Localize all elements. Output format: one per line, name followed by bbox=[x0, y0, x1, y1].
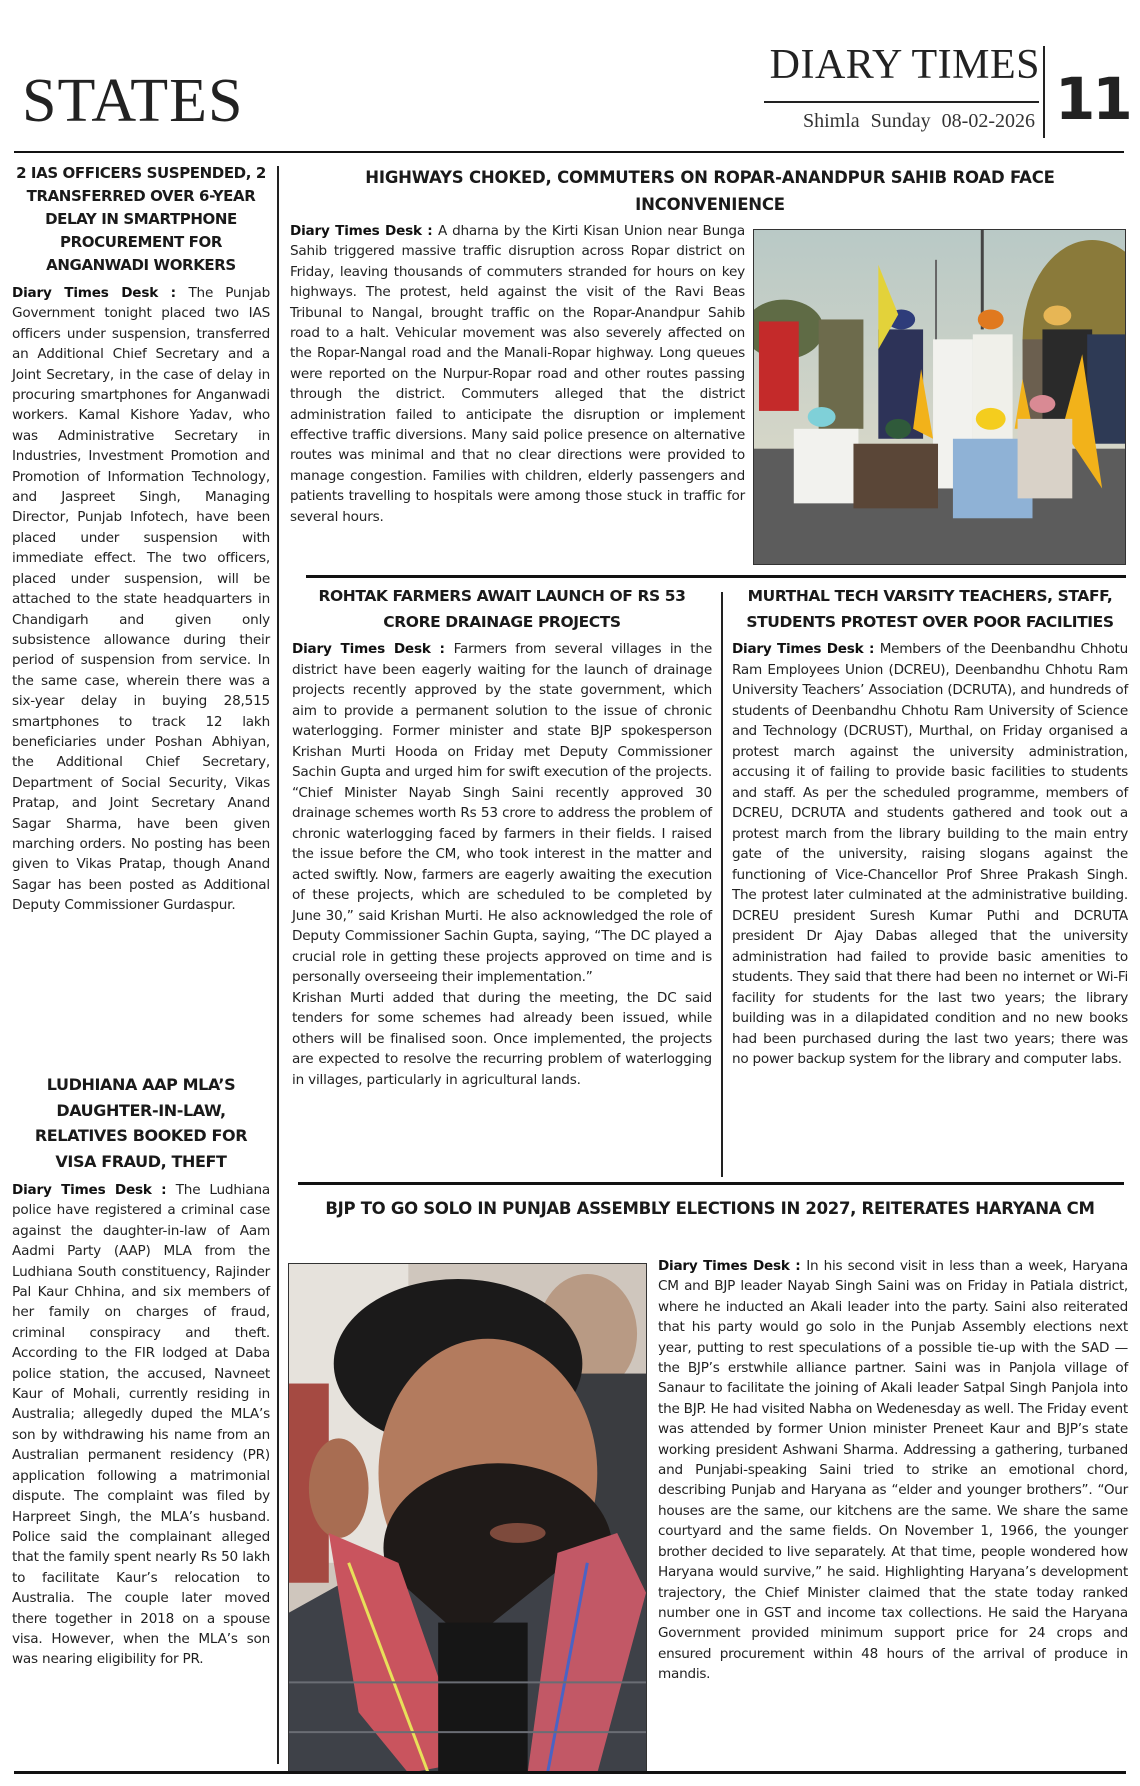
article-byline: Diary Times Desk : bbox=[292, 641, 454, 657]
protest-photo bbox=[753, 229, 1126, 565]
article-body-text: In his second visit in less than a week, Haryana CM and BJP leader Nayab Singh Saini was on Friday in Patiala district, where he inducted an Akali leader into the party. Saini also reiterated that his party would go solo in the Punjab Assembly elections next year, putting to rest speculations of a possible tie-up with the SAD — the BJP’s erstwhile alliance partner. Saini was in Panjola village of Sanaur to facilitate the joining of Akali leader Satpal Singh Panjola into the BJP. He had visited Nabha on Wedenesday as well. The Friday event was attended by former Union minister Preneet Kaur and BJP’s state working president Ashwani Sharma. Addressing a gathering, turbaned and Punjabi-speaking Saini tried to strike an emotional chord, describing Punjab and Haryana as “elder and younger brothers”. “Our houses are the same, our kitchens are the same. We share the same courtyard and the same fields. On November 1, 1966, the younger brother decided to live separately. At that time, people wondered how Haryana would survive,” he said. Highlighting Haryana’s development trajectory, the Chief Minister claimed that the state today ranked number one in GST and income tax collections. He said the Haryana Government provided minimum support price for 24 crops and ensured procurement within 48 hours of the arrival of produce in mandis. bbox=[658, 1258, 1128, 1683]
article-byline: Diary Times Desk : bbox=[732, 641, 880, 657]
article-body-text: Krishan Murti added that during the meeting, the DC said tenders for some schemes had already been issued, while others will be finalised soon. Once implemented, the projects are expected to resolve the recurring problem of waterlogging in villages, particularly in agricultural lands. bbox=[292, 989, 712, 1088]
article-headline: BJP TO GO SOLO IN PUNJAB ASSEMBLY ELECTIONS IN 2027, REITERATES HARYANA CM bbox=[325, 1199, 1095, 1218]
article-body-text: The Ludhiana police have registered a criminal case against the daughter-in-law of Aam Aadmi Party (AAP) MLA from the Ludhiana South constituency, Rajinder Pal Kaur Chhina, and six members of her family on charges of fraud, criminal conspiracy and theft. According to the FIR lodged at Daba police station, the accused, Navneet Kaur of Mohali, currently residing in Australia; allegedly duped the MLA’s son by withdrawing his name from an Australian permanent residency (PR) application following a matrimonial dispute. The complaint was filed by Harpreet Singh, the MLA’s husband. Police said the complainant alleged that the family spent nearly Rs 50 lakh to facilitate Kaur’s relocation to Australia. The couple later moved there together in 2018 on a spouse visa. However, when the MLA’s son was nearing eligibility for PR. bbox=[12, 1182, 271, 1668]
article-bjp-solo bbox=[290, 1194, 1130, 1224]
page-number: 11 bbox=[1055, 65, 1130, 133]
dateline bbox=[745, 110, 1035, 133]
protest-photo-image bbox=[754, 230, 1125, 564]
article-byline: Diary Times Desk : bbox=[658, 1258, 807, 1274]
cm-portrait-image bbox=[289, 1264, 646, 1773]
article-body bbox=[658, 1256, 1128, 1685]
cm-portrait-photo bbox=[288, 1263, 647, 1774]
article-body-text: The Punjab Government tonight placed two IAS officers under suspension, transferred an Additional Chief Secretary and a Joint Secretary, in the case of delay in procuring smartphones for Anganwadi workers. Kamal Kishore Yadav, who was Administrative Secretary in Industries, Investment Promotion and Promotion of Information Technology, and Jaspreet Singh, Managing Director, Punjab Infotech, have been placed under suspension with immediate effect. The two officers, placed under suspension, will be attached to the state headquarters in Chandigarh and given only subsistence allowance during their period of suspension from service. In the same case, wherein there was a six-year delay in buying 28,515 smartphones to track 12 lakh beneficiaries under Poshan Abhiyan, the Additional Chief Secretary, Department of Social Security, Vikas Pratap, and Joint Secretary Anand Sagar Sharma, have been given marching orders. No posting has been given to Vikas Pratap, though Anand Sagar has been posted as Additional Deputy Commissioner Gurdaspur. bbox=[12, 285, 271, 914]
masthead-rule bbox=[764, 101, 1039, 103]
article-body-text: Farmers from several villages in the district have been eagerly waiting for the launch of drainage projects recently approved by the state government, which aim to provide a permanent solution to the issue of chronic waterlogging. Former minister and state BJP spokesperson Krishan Murti Hooda on Friday met Deputy Commissioner Sachin Gupta and urged him for swift execution of the projects. “Chief Minister Nayab Singh Saini recently approved 30 drainage schemes worth Rs 53 crore to address the problem of chronic waterlogging faced by farmers in their fields. I raised the issue before the CM, who took interest in the matter and acted swiftly. Now, farmers are eagerly awaiting the execution of these projects, which are scheduled to be completed by June 30,” said Krishan Murti. He also acknowledged the role of Deputy Commissioner Sachin Gupta, saying, “The DC played a crucial role in getting these projects approved on time and is personally overseeing their implementation.” bbox=[292, 641, 712, 985]
article-ias-suspension bbox=[12, 162, 270, 916]
article-body bbox=[12, 1180, 270, 1670]
article-body bbox=[732, 639, 1128, 1070]
article-body bbox=[292, 639, 712, 988]
article-body-text: Members of the Deenbandhu Chhotu Ram Employees Union (DCREU), Deenbandhu Chhotu Ram University Teachers’ Association (DCRUTA), and hundreds of students of Deenbandhu Chhotu Ram University of Science and Technology (DCRUST), Murthal, on Friday organised a protest march against the university administration, accusing it of failing to provide basic facilities to students and staff. As per the scheduled programme, members of DCREU, DCRUTA and students gathered and took out a protest march from the library building to the main entry gate of the university, raising slogans against the functioning of Vice-Chancellor Prof Shree Prakash Singh. The protest later culminated at the administrative building. DCREU president Suresh Kumar Puthi and DCRUTA president Dr Ajay Dabas alleged that the university administration had failed to provide basic amenities to students. They said that there had been no internet or Wi-Fi facility for students for the last two years; the library building was in a dilapidated condition and no new books had been purchased during the last two years; there was no power backup system for the library and computer labs. bbox=[732, 641, 1128, 1067]
article-headline: LUDHIANA AAP MLA’S DAUGHTER-IN-LAW, RELATIVES BOOKED FOR VISA FRAUD, THEFT bbox=[34, 1075, 248, 1171]
article-body-paragraph-2 bbox=[292, 988, 712, 1091]
column-rule-middle bbox=[721, 592, 723, 1177]
article-murthal-protest bbox=[732, 584, 1128, 1070]
masthead-logo: DIARY TIMES bbox=[769, 42, 1040, 88]
article-body bbox=[12, 283, 270, 916]
article-headline: 2 IAS OFFICERS SUSPENDED, 2 TRANSFERRED OVER 6-YEAR DELAY IN SMARTPHONE PROCUREMENT FOR ANGANWADI WORKERS bbox=[16, 164, 266, 274]
section-title: STATES bbox=[22, 67, 244, 135]
header-rule bbox=[14, 151, 1124, 153]
article-headline: ROHTAK FARMERS AWAIT LAUNCH OF RS 53 CRORE DRAINAGE PROJECTS bbox=[318, 587, 686, 631]
article-body bbox=[290, 221, 745, 527]
article-ludhiana-visa-fraud bbox=[12, 1072, 270, 1670]
footer-rule bbox=[14, 1771, 1126, 1774]
dateline-date: 08-02-2026 bbox=[941, 110, 1035, 132]
article-byline: Diary Times Desk : bbox=[12, 285, 189, 301]
page-number-divider bbox=[1043, 46, 1045, 138]
column-rule-left bbox=[277, 166, 279, 1764]
article-byline: Diary Times Desk : bbox=[290, 223, 438, 239]
dateline-day: Sunday bbox=[870, 110, 931, 132]
rule-below-top-story bbox=[306, 575, 1126, 578]
article-highways-choked bbox=[290, 164, 1130, 218]
article-headline: HIGHWAYS CHOKED, COMMUTERS ON ROPAR-ANANDPUR SAHIB ROAD FACE INCONVENIENCE bbox=[365, 168, 1055, 214]
article-byline: Diary Times Desk : bbox=[12, 1182, 176, 1198]
rule-above-bottom-story bbox=[298, 1182, 1124, 1185]
article-rohtak-drainage bbox=[292, 584, 712, 1090]
article-headline: MURTHAL TECH VARSITY TEACHERS, STAFF, STUDENTS PROTEST OVER POOR FACILITIES bbox=[746, 587, 1114, 631]
dateline-city: Shimla bbox=[803, 110, 860, 132]
article-body-text: A dharna by the Kirti Kisan Union near Bunga Sahib triggered massive traffic disruption across Ropar district on Friday, leaving thousands of commuters stranded for hours on key highways. The protest, held against the visit of the Ravi Beas Tribunal to Nangal, brought traffic on the Ropar-Anandpur Sahib road to a halt. Vehicular movement was also severely affected on the Ropar-Nangal road and the Manali-Ropar highway. Long queues were reported on the Nurpur-Ropar road and other routes passing through the district. Commuters alleged that the district administration failed to anticipate the disruption or implement effective traffic diversions. Many said police presence on alternative routes was minimal and that no clear directions were provided to manage congestion. Families with children, elderly passengers and patients travelling to hospitals were among those stuck in traffic for several hours. bbox=[290, 223, 745, 525]
